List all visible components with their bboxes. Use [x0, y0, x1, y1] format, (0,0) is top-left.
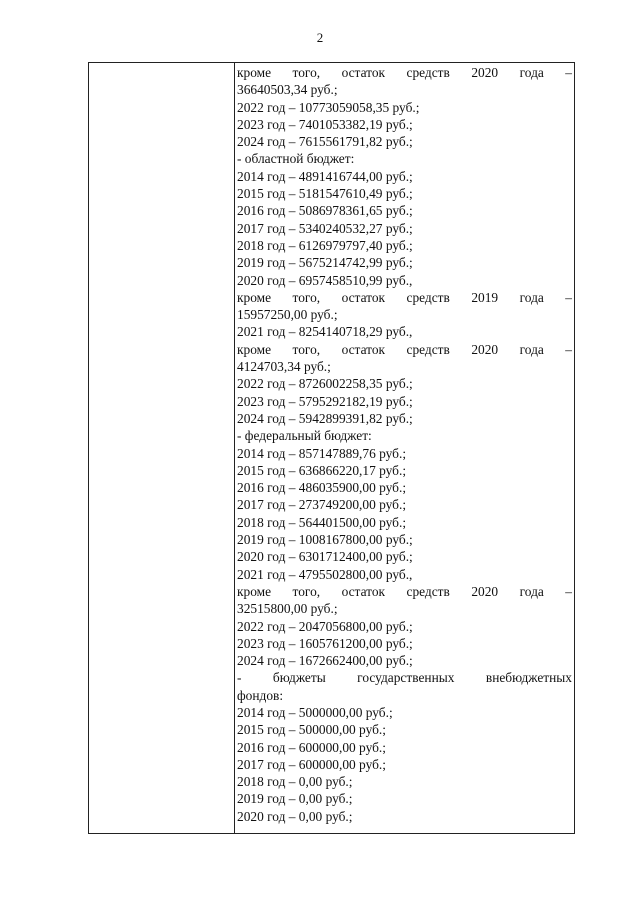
funding-line: 32515800,00 руб.;	[237, 601, 338, 617]
funding-line: 2021 год – 8254140718,29 руб.,	[237, 324, 413, 340]
funding-line: 2017 год – 273749200,00 руб.;	[237, 497, 407, 513]
funding-line: 2020 год – 6301712400,00 руб.;	[237, 549, 413, 565]
funding-line: кроме того, остаток средств 2020 года –	[237, 65, 572, 80]
funding-line: фондов:	[237, 687, 284, 703]
funding-line: 2014 год – 5000000,00 руб.;	[237, 704, 393, 720]
funding-line: 2023 год – 7401053382,19 руб.;	[237, 116, 413, 132]
funding-line: кроме того, остаток средств 2019 года –	[237, 289, 572, 305]
funding-line: 2022 год – 8726002258,35 руб.;	[237, 376, 413, 392]
funding-line: 2019 год – 0,00 руб.;	[237, 791, 353, 807]
funding-line: 2016 год – 5086978361,65 руб.;	[237, 203, 413, 219]
funding-line: 2014 год – 857147889,76 руб.;	[237, 445, 407, 461]
funding-line: 2018 год – 6126979797,40 руб.;	[237, 237, 413, 253]
funding-line: 2018 год – 564401500,00 руб.;	[237, 514, 407, 530]
funding-line: 15957250,00 руб.;	[237, 307, 338, 323]
funding-line: 2020 год – 6957458510,99 руб.,	[237, 272, 413, 288]
funding-line: кроме того, остаток средств 2020 года –	[237, 341, 572, 357]
funding-line: 2022 год – 2047056800,00 руб.;	[237, 618, 413, 634]
table-right-cell	[237, 64, 572, 825]
funding-line: 2016 год – 486035900,00 руб.;	[237, 480, 407, 496]
funding-line: 2015 год – 636866220,17 руб.;	[237, 462, 407, 478]
funding-line: 2018 год – 0,00 руб.;	[237, 774, 353, 790]
column-divider	[234, 63, 235, 833]
funding-line: - федеральный бюджет:	[237, 428, 372, 444]
funding-line: - областной бюджет:	[237, 151, 355, 167]
table-left-cell	[89, 63, 234, 833]
funding-line: 2020 год – 0,00 руб.;	[237, 808, 353, 824]
funding-line: 2017 год – 5340240532,27 руб.;	[237, 220, 413, 236]
page-number: 2	[316, 30, 324, 45]
funding-line: 2024 год – 5942899391,82 руб.;	[237, 410, 413, 426]
funding-line: 2016 год – 600000,00 руб.;	[237, 739, 386, 755]
funding-line: 2019 год – 5675214742,99 руб.;	[237, 255, 413, 271]
funding-table	[88, 62, 575, 834]
funding-line: 2019 год – 1008167800,00 руб.;	[237, 532, 413, 548]
funding-line: 2014 год – 4891416744,00 руб.;	[237, 168, 413, 184]
funding-line: 2021 год – 4795502800,00 руб.,	[237, 566, 413, 582]
funding-line: - бюджеты государственных внебюджетных	[237, 670, 572, 686]
funding-line: 2023 год – 1605761200,00 руб.;	[237, 635, 413, 651]
funding-line: 2023 год – 5795292182,19 руб.;	[237, 393, 413, 409]
funding-line: 2015 год – 500000,00 руб.;	[237, 722, 386, 738]
funding-line: 2017 год – 600000,00 руб.;	[237, 756, 386, 772]
funding-line: 36640503,34 руб.;	[237, 82, 338, 98]
funding-line: 2015 год – 5181547610,49 руб.;	[237, 186, 413, 202]
funding-line: 2024 год – 7615561791,82 руб.;	[237, 134, 413, 150]
funding-line: 2022 год – 10773059058,35 руб.;	[237, 99, 420, 115]
funding-line: 4124703,34 руб.;	[237, 359, 331, 375]
funding-line: кроме того, остаток средств 2020 года –	[237, 583, 572, 599]
funding-line: 2024 год – 1672662400,00 руб.;	[237, 653, 413, 669]
